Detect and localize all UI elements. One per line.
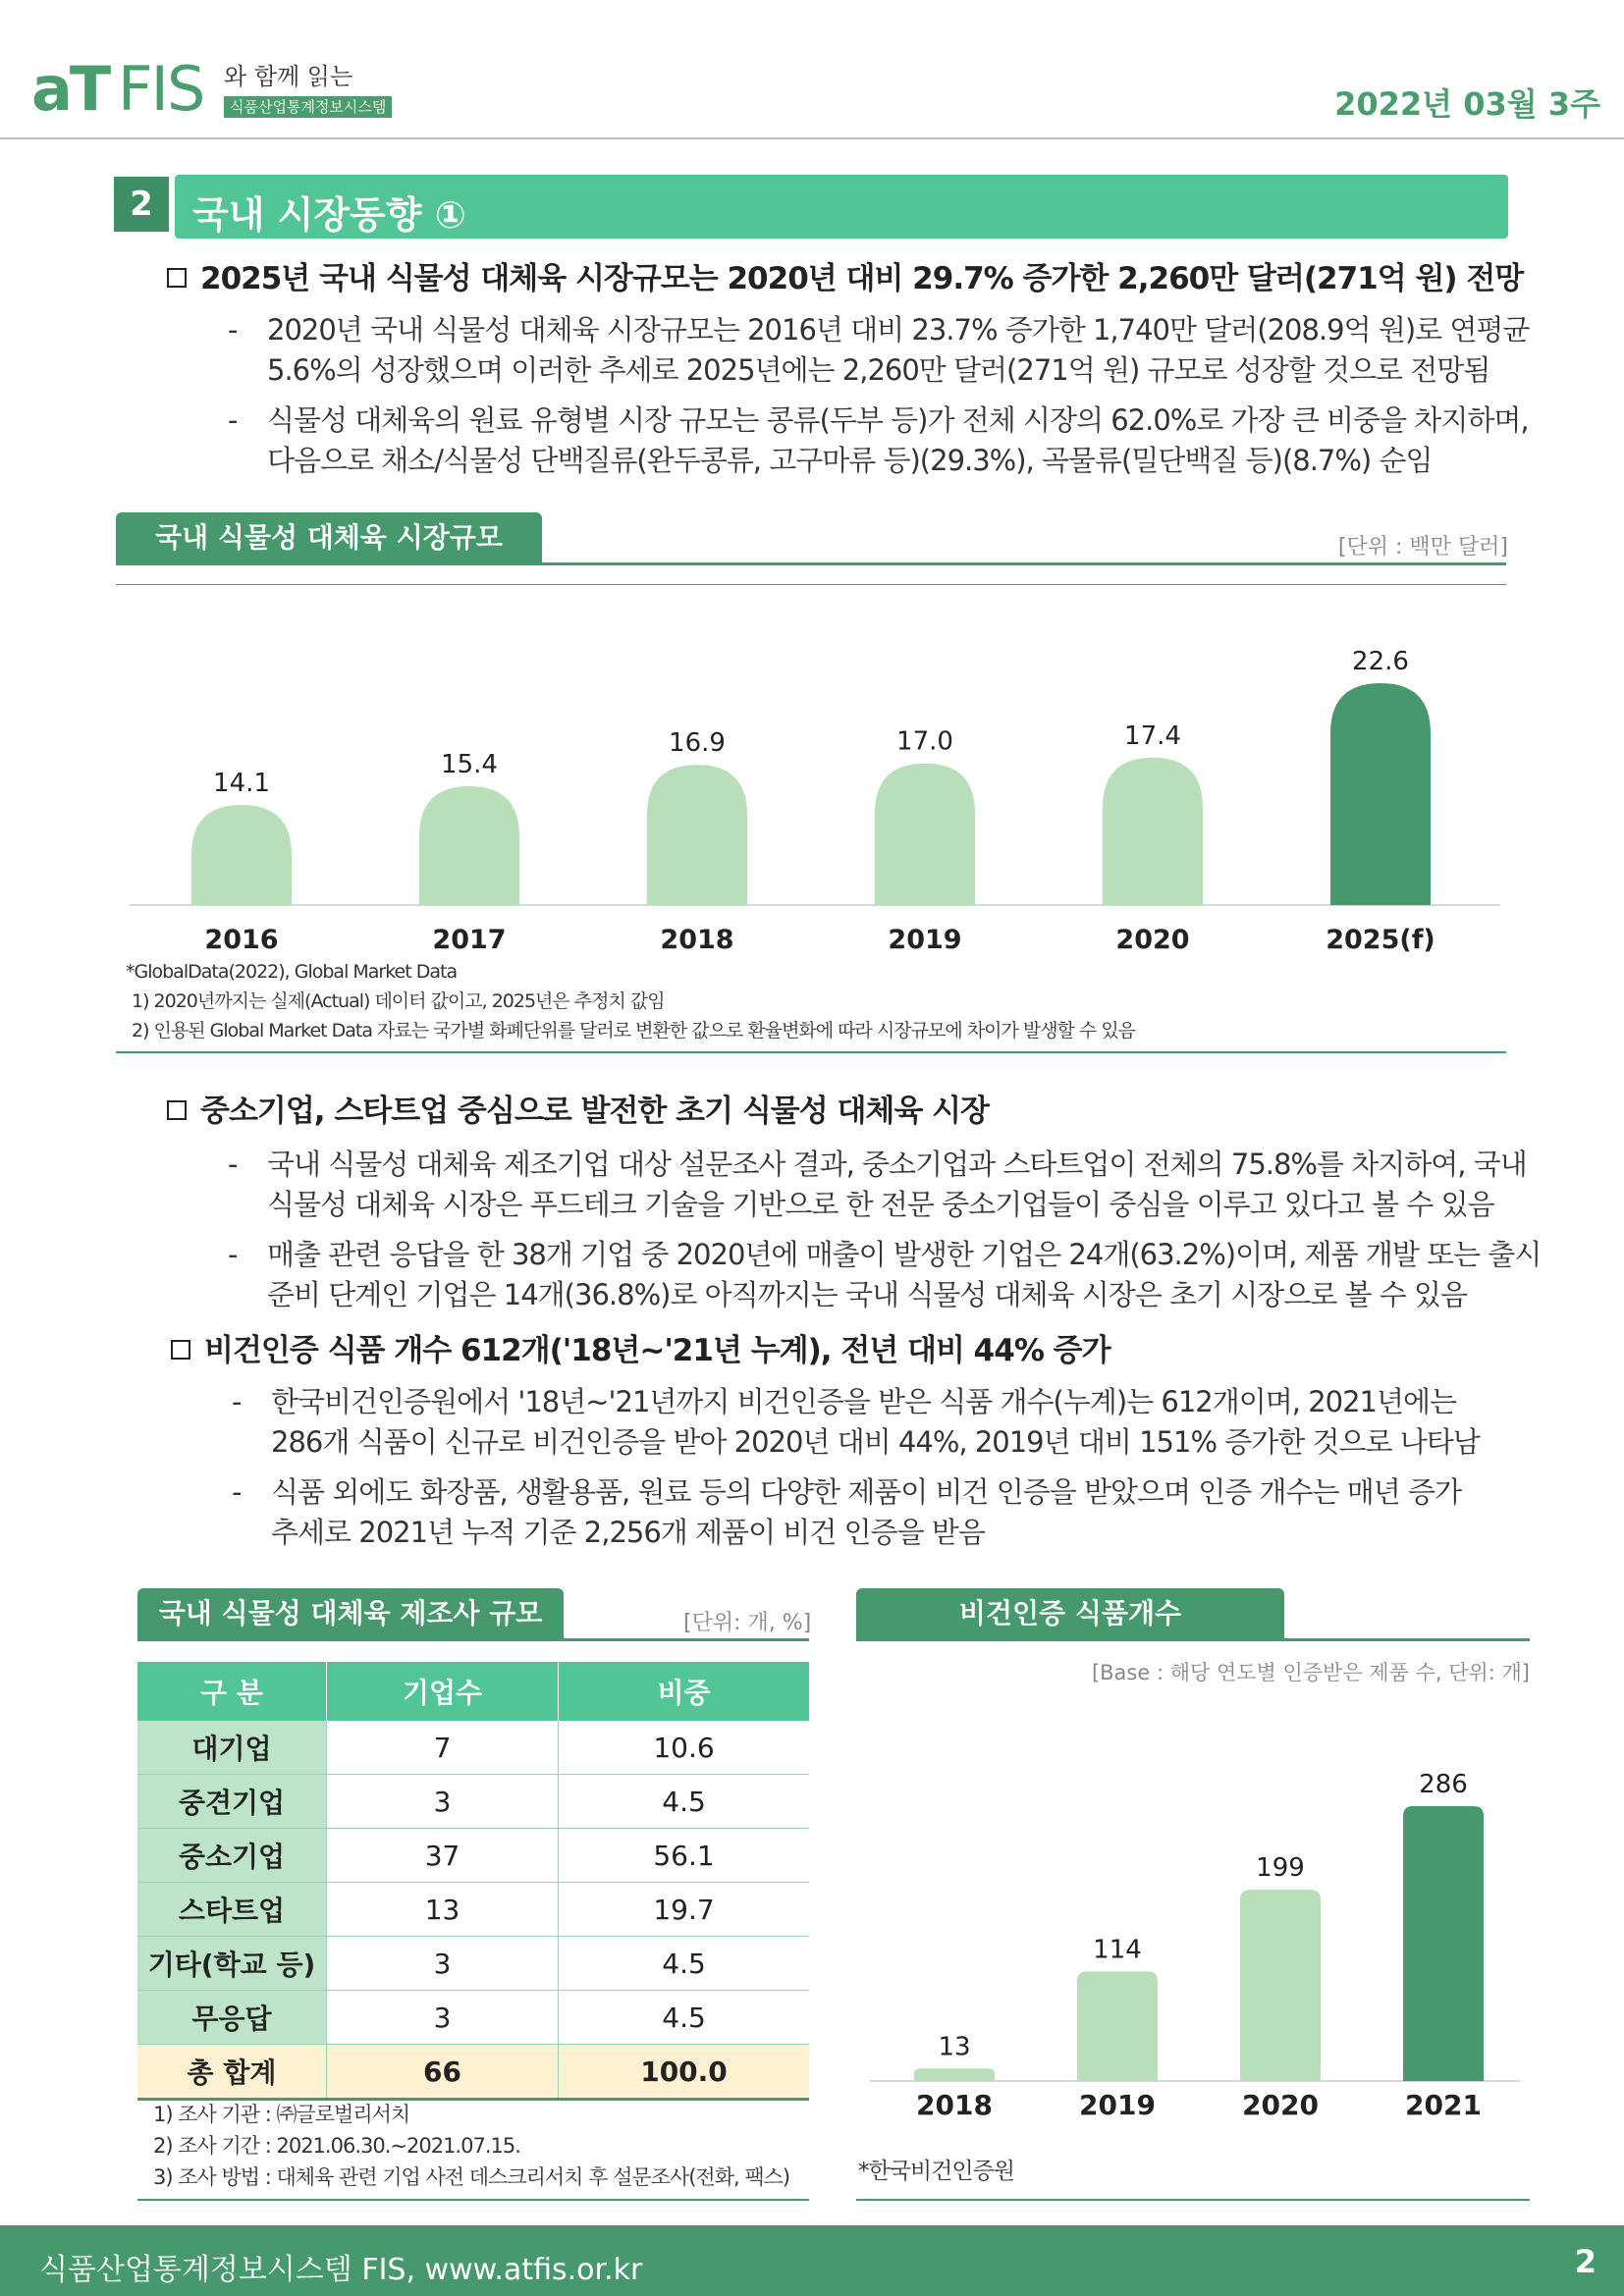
- table-note-3: 3) 조사 방법 : 대체육 관련 기업 사전 데스크리서치 후 설문조사(전화, 팩스): [153, 2165, 790, 2189]
- chart2-tab: 비건인증 식품개수: [856, 1588, 1284, 1639]
- block3-bullet-1-line1: 한국비건인증원에서 '18년~'21년까지 비건인증을 받은 식품 개수(누계)는 612개이며, 2021년에는: [271, 1385, 1457, 1418]
- block3-bullet-1-line2: 286개 식품이 신규로 비건인증을 받아 2020년 대비 44%, 2019년 대비 151% 증가한 것으로 나타남: [271, 1425, 1480, 1459]
- checkbox-square-icon: [171, 1340, 190, 1360]
- table-cell: 7: [327, 1721, 559, 1775]
- table-cell: 13: [327, 1883, 559, 1937]
- table-cell: 대기업: [137, 1721, 327, 1775]
- table-note-1: 1) 조사 기관 : ㈜글로벌리서치: [153, 2103, 410, 2126]
- block3-title: [171, 1331, 1110, 1370]
- checkbox-square-icon: [167, 268, 187, 288]
- block1-bullet-2-line1: 식물성 대체육의 원료 유형별 시장 규모는 콩류(두부 등)가 전체 시장의 62.0%로 가장 큰 비중을 차지하며,: [267, 403, 1529, 437]
- data-label: 16.9: [669, 728, 726, 759]
- chart2-bottom-rule: [856, 2199, 1530, 2201]
- table-total-row: [137, 2045, 809, 2100]
- table-row: [137, 1937, 809, 1991]
- bar: [1240, 1890, 1321, 2081]
- block2-bullet-2: - 매출 관련 응답을 한 38개 기업 중 2020년에 매출이 발생한 기업은 24개(63.2%)이며, 제품 개발 또는 출시 준비 단계인 기업은 14개(36.8%)로 아직까지는 국내 식물성 대체육 시장은 초기 시장으로 볼 수 있음: [267, 1235, 1541, 1315]
- table-row: [137, 1829, 809, 1883]
- x-tick-label: 2019: [1079, 2089, 1156, 2121]
- table-tab: 국내 식물성 대체육 제조사 규모: [137, 1588, 564, 1639]
- bar: [419, 786, 519, 905]
- table-tab-rule: [137, 1638, 809, 1641]
- chart1-note-2: 2) 인용된 Global Market Data 자료는 국가별 화폐단위를 달러로 변환한 값으로 환율변화에 따라 시장규모에 차이가 발생할 수 있음: [132, 1020, 1136, 1041]
- table-header-share: 비중: [559, 1662, 809, 1721]
- x-tick-label: 2018: [660, 925, 734, 955]
- block2-bullet-1-line1: 국내 식물성 대체육 제조기업 대상 설문조사 결과, 중소기업과 스타트업이 전체의 75.8%를 차지하여, 국내: [267, 1148, 1527, 1181]
- table-row: [137, 1991, 809, 2045]
- chart2-tab-rule: [856, 1638, 1530, 1641]
- block2-bullet-2-line2: 준비 단계인 기업은 14개(36.8%)로 아직까지는 국내 식물성 대체육 시장은 초기 시장으로 볼 수 있음: [267, 1278, 1467, 1311]
- block1-bullet-1-line2: 5.6%의 성장했으며 이러한 추세로 2025년에는 2,260만 달러(271억 원) 규모로 성장할 것으로 전망됨: [267, 353, 1490, 387]
- table-cell: 100.0: [559, 2045, 809, 2100]
- manufacturer-size-table: [137, 1662, 809, 2101]
- table-cell: 중소기업: [137, 1829, 327, 1883]
- section-title: 국내 시장동향 ①: [192, 193, 466, 237]
- table-header-category: 구 분: [137, 1662, 327, 1721]
- page-number: 2: [1574, 2243, 1597, 2280]
- table-cell: 총 합계: [137, 2045, 327, 2100]
- chart1-bottom-rule: [116, 1051, 1506, 1053]
- x-tick-label: 2020: [1115, 925, 1190, 955]
- data-label: 15.4: [441, 750, 498, 780]
- block2-title-text: 중소기업, 스타트업 중심으로 발전한 초기 식물성 대체육 시장: [200, 1094, 989, 1129]
- block1-bullet-2: - 식물성 대체육의 원료 유형별 시장 규모는 콩류(두부 등)가 전체 시장의 62.0%로 가장 큰 비중을 차지하며, 다음으로 채소/식물성 단백질류(완두콩류, 고구마류 등)(29.3%), 곡물류(밀단백질 등)(8.7%) 순임: [267, 400, 1529, 481]
- x-tick-label: 2016: [204, 925, 279, 955]
- table-cell: 37: [327, 1829, 559, 1883]
- block2-bullet-1: - 국내 식물성 대체육 제조기업 대상 설문조사 결과, 중소기업과 스타트업이 전체의 75.8%를 차지하여, 국내 식물성 대체육 시장은 푸드테크 기술을 기반으로 한 전문 중소기업들이 중심을 이루고 있다고 볼 수 있음: [267, 1145, 1527, 1225]
- data-label: 17.4: [1124, 721, 1181, 751]
- chart1-tab: 국내 식물성 대체육 시장규모: [116, 512, 542, 563]
- table-cell: 4.5: [559, 1937, 809, 1991]
- block1-bullet-2-line2: 다음으로 채소/식물성 단백질류(완두콩류, 고구마류 등)(29.3%), 곡물류(밀단백질 등)(8.7%) 순임: [267, 444, 1433, 477]
- table-row: [137, 1775, 809, 1829]
- block3-title-text: 비건인증 식품 개수 612개('18년~'21년 누계), 전년 대비 44% 증가: [204, 1333, 1110, 1368]
- table-cell: 3: [327, 1991, 559, 2045]
- footer-text[interactable]: 식품산업통계정보시스템 FIS, www.atfis.or.kr: [39, 2253, 643, 2287]
- bar: [1103, 758, 1203, 905]
- x-tick-label: 2020: [1242, 2089, 1319, 2121]
- table-cell: 66: [327, 2045, 559, 2100]
- x-tick-label: 2017: [432, 925, 507, 955]
- data-label: 114: [1093, 1935, 1142, 1965]
- chart1-unit: [단위 : 백만 달러]: [1337, 535, 1508, 560]
- section-title-bar: [175, 175, 1508, 239]
- chart2-unit: [Base : 해당 연도별 인증받은 제품 수, 단위: 개]: [1091, 1661, 1530, 1684]
- issue-date: 2022년 03월 3주: [1334, 85, 1600, 123]
- x-tick-label: 2025(f): [1326, 925, 1435, 955]
- logo-fis: FIS: [118, 53, 204, 125]
- table-cell: 3: [327, 1937, 559, 1991]
- data-label: 22.6: [1352, 647, 1409, 676]
- bar: [1077, 1971, 1158, 2081]
- table-cell: 10.6: [559, 1721, 809, 1775]
- logo-tagline: 와 함께 읽는: [224, 63, 353, 90]
- table-cell: 무응답: [137, 1991, 327, 2045]
- data-label: 14.1: [213, 769, 270, 798]
- bar: [875, 764, 975, 905]
- table-unit: [단위: 개, %]: [683, 1611, 812, 1635]
- logo-subtitle: 식품산업통계정보시스템: [224, 96, 392, 118]
- block2-bullet-2-line1: 매출 관련 응답을 한 38개 기업 중 2020년에 매출이 발생한 기업은 24개(63.2%)이며, 제품 개발 또는 출시: [267, 1238, 1542, 1271]
- data-label: 13: [938, 2032, 971, 2062]
- bar: [1403, 1806, 1484, 2081]
- table-cell: 스타트업: [137, 1883, 327, 1937]
- block2-title: [167, 1092, 989, 1131]
- table-cell: 3: [327, 1775, 559, 1829]
- table-row: [137, 1721, 809, 1775]
- table-cell: 중견기업: [137, 1775, 327, 1829]
- bar: [914, 2068, 995, 2081]
- table-header-row: [137, 1662, 809, 1721]
- vegan-certified-bar-chart: [856, 1747, 1534, 2140]
- chart1-tab-rule-thin: [116, 584, 1506, 585]
- table-cell: 기타(학교 등): [137, 1937, 327, 1991]
- table-cell: 4.5: [559, 1775, 809, 1829]
- bar: [647, 765, 747, 905]
- market-size-bar-chart: [116, 589, 1510, 962]
- chart1-note-1: 1) 2020년까지는 실제(Actual) 데이터 값이고, 2025년은 추정치 값임: [132, 990, 665, 1012]
- checkbox-square-icon: [167, 1100, 187, 1120]
- block1-title-text: 2025년 국내 식물성 대체육 시장규모는 2020년 대비 29.7% 증가한 2,260만 달러(271억 원) 전망: [200, 261, 1524, 296]
- block3-bullet-1: - 한국비건인증원에서 '18년~'21년까지 비건인증을 받은 식품 개수(누계)는 612개이며, 2021년에는 286개 식품이 신규로 비건인증을 받아 2020년 대비 44%, 2019년 대비 151% 증가한 것으로 나타남: [271, 1382, 1480, 1463]
- table-header-count: 기업수: [327, 1662, 559, 1721]
- x-tick-label: 2021: [1405, 2089, 1482, 2121]
- chart1-note-source: *GlobalData(2022), Global Market Data: [126, 961, 458, 983]
- data-label: 17.0: [896, 726, 953, 757]
- table-cell: 4.5: [559, 1991, 809, 2045]
- data-label: 286: [1419, 1770, 1468, 1799]
- block3-bullet-2-line2: 추세로 2021년 누적 기준 2,256개 제품이 비건 인증을 받음: [271, 1516, 985, 1549]
- block1-bullet-1-line1: 2020년 국내 식물성 대체육 시장규모는 2016년 대비 23.7% 증가한 1,740만 달러(208.9억 원)로 연평균: [267, 313, 1530, 347]
- section-number: 2: [114, 177, 169, 232]
- chart2-source: *한국비건인증원: [858, 2159, 1015, 2184]
- header-divider: [0, 137, 1624, 139]
- block2-bullet-1-line2: 식물성 대체육 시장은 푸드테크 기술을 기반으로 한 전문 중소기업들이 중심을 이루고 있다고 볼 수 있음: [267, 1188, 1494, 1221]
- table-cell: 56.1: [559, 1829, 809, 1883]
- table-bottom-rule: [137, 2199, 809, 2201]
- block1-title: [167, 259, 1523, 298]
- footer: [0, 2225, 1624, 2296]
- table-note-2: 2) 조사 기간 : 2021.06.30.~2021.07.15.: [153, 2134, 520, 2158]
- block3-bullet-2: - 식품 외에도 화장품, 생활용품, 원료 등의 다양한 제품이 비건 인증을 받았으며 인증 개수는 매년 증가 추세로 2021년 누적 기준 2,256개 제품이 비건 인증을 받음: [271, 1472, 1461, 1553]
- data-label: 199: [1256, 1853, 1305, 1884]
- table-row: [137, 1883, 809, 1937]
- x-tick-label: 2018: [916, 2089, 993, 2121]
- logo-at: aT: [31, 53, 109, 125]
- table-cell: 19.7: [559, 1883, 809, 1937]
- bar: [191, 805, 292, 905]
- x-tick-label: 2019: [888, 925, 962, 955]
- chart1-tab-rule: [116, 562, 1506, 565]
- block1-bullet-1: - 2020년 국내 식물성 대체육 시장규모는 2016년 대비 23.7% 증가한 1,740만 달러(208.9억 원)로 연평균 5.6%의 성장했으며 이러한 추세로 2025년에는 2,260만 달러(271억 원) 규모로 성장할 것으로 전망됨: [267, 310, 1529, 391]
- bar: [1330, 683, 1431, 905]
- block3-bullet-2-line1: 식품 외에도 화장품, 생활용품, 원료 등의 다양한 제품이 비건 인증을 받았으며 인증 개수는 매년 증가: [271, 1475, 1462, 1509]
